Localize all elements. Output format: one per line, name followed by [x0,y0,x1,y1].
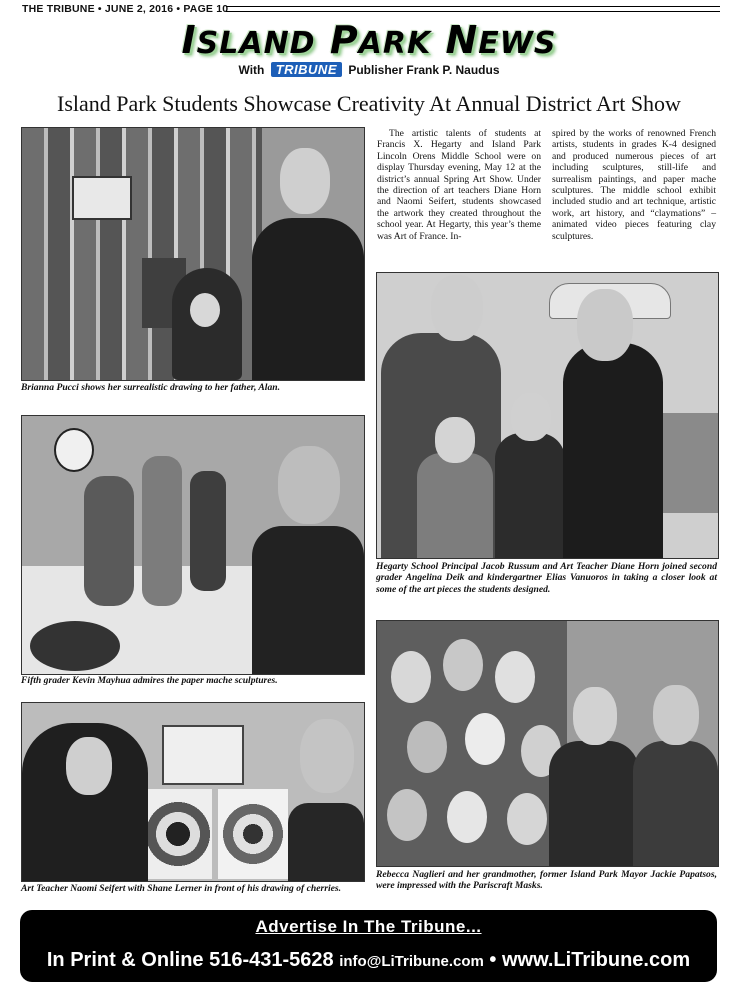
mask [507,793,547,845]
caption-seifert: Art Teacher Naomi Seifert with Shane Lerner in front of his drawing of cherries. [21,883,342,894]
page-folio: THE TRIBUNE • JUNE 2, 2016 • PAGE 10 [22,3,229,15]
masthead-word: EWS [478,26,557,61]
person-papatsos-face [653,685,699,745]
photo-seifert [21,702,365,882]
sculpture [84,476,134,606]
masthead-title [0,18,738,62]
person-kevin-face [278,446,340,524]
sculpture [54,428,94,472]
masthead-letter: I [181,18,197,62]
person-father [252,218,364,380]
tribune-logo: TRIBUNE [271,62,342,77]
ad-email: info@LiTribune.com [339,953,484,970]
masthead-letter: N [445,18,479,62]
caption-russum: Hegarty School Principal Jacob Russum and Art Teacher Diane Horn joined second grader Angelina Deik and kindergartner Elias Vanuoros in taking a closer look at some of the art pieces the students designed. [376,561,717,595]
masthead-word: SLAND [196,26,316,61]
person-russum-face [431,275,483,341]
ad-title: Advertise In The Tribune... [255,917,482,936]
folio-rule [226,6,720,12]
sculpture [142,456,182,606]
caption-naglieri: Rebecca Naglieri and her grandmother, former Island Park Mayor Jackie Papatsos, were impressed with the Pariscraft Masks. [376,869,717,892]
mask [447,791,487,843]
cherries-drawing [144,789,212,879]
person-angelina-face [511,393,551,441]
photo-pucci [21,127,365,381]
person-horn [563,343,663,558]
person-elias [417,453,493,558]
art-panel [72,176,132,220]
person-rebecca [549,741,639,866]
person-kevin [252,526,364,674]
ad-phone: In Print & Online 516-431-5628 [46,949,334,971]
person-shane-face [300,719,354,793]
byline-post: Publisher Frank P. Naudus [348,63,500,77]
person-naomi-face [66,737,112,795]
ad-website: • www.LiTribune.com [489,949,691,971]
article-col1 [377,128,541,242]
art-display [663,413,718,513]
article-paragraph: spired by the works of renowned French artists, students in grades K-4 designed and produced numerous pieces of art including sculptures, still-life and surrealism paintings, and paper mache sculptures. The middle school exhibit included studio and art technique, artistic work, art history, and “claymations” – animated video pieces featuring clay sculptures. [552,128,716,242]
article-col2 [552,128,716,242]
masthead-word: ARK [358,26,432,61]
sculpture-base [30,621,120,671]
art-frame [162,725,244,785]
person-papatsos [633,741,718,866]
caption-pucci: Brianna Pucci shows her surrealistic drawing to her father, Alan. [21,382,281,393]
mask [407,721,447,773]
masthead-byline [0,62,738,77]
person-father-face [280,148,330,214]
person-elias-face [435,417,475,463]
person-horn-face [577,289,633,361]
person-angelina [495,433,565,558]
person-girl-face [190,293,220,327]
mask [387,789,427,841]
cherries-drawing [218,789,288,879]
byline-pre: With [238,63,265,77]
photo-russum [376,272,719,559]
mask [391,651,431,703]
article-paragraph: The artistic talents of students at Francis X. Hegarty and Island Park Lincoln Orens Middle School were on display Thursday evening, May 12 at the district’s annual Spring Art Show. Under the direction of art teachers Diane Horn and Naomi Seifert, students showcased the artwork they created throughout the school year. At Hegarty, this year’s theme was Art of France. In- [377,128,541,242]
mask [495,651,535,703]
ad-contact-line [20,949,717,972]
mask [465,713,505,765]
mask [443,639,483,691]
caption-mayhua: Fifth grader Kevin Mayhua admires the paper mache sculptures. [21,675,278,686]
advertise-banner [20,910,717,982]
masthead-letter: P [329,18,359,62]
photo-mayhua [21,415,365,675]
sculpture [190,471,226,591]
person-shane [288,803,364,881]
article-headline: Island Park Students Showcase Creativity At Annual District Art Show [57,91,681,116]
photo-naglieri [376,620,719,867]
person-rebecca-face [573,687,617,745]
